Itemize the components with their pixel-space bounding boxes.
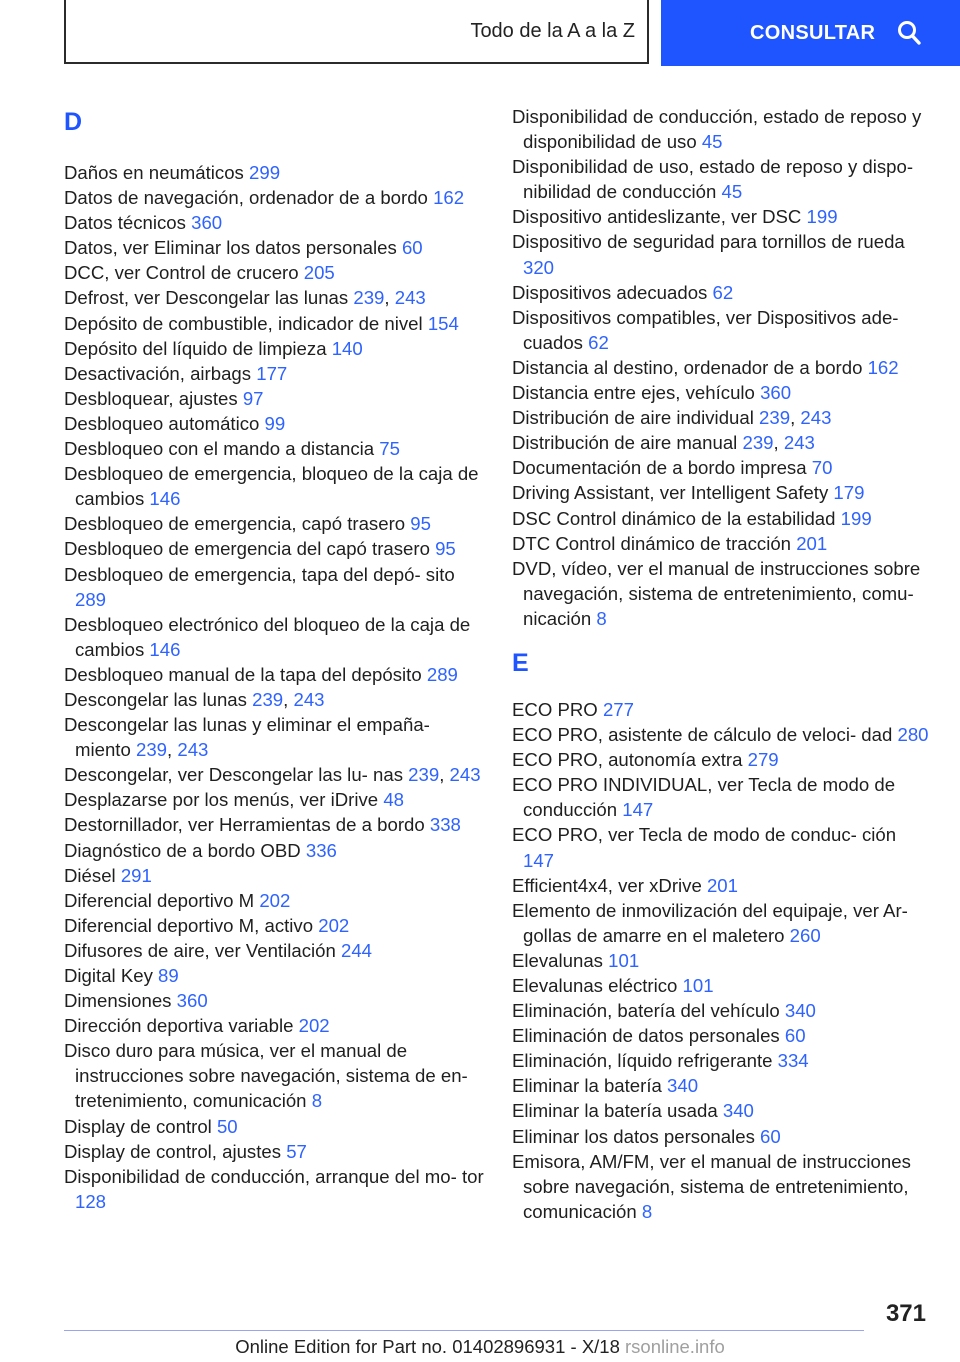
page-link[interactable]: 201: [706, 874, 738, 896]
page-link[interactable]: 48: [383, 789, 405, 811]
index-entry: Distribución de aire manual 239, 243: [512, 432, 815, 454]
page-link[interactable]: 260: [789, 924, 821, 946]
index-entry-text: Desbloqueo de emergencia, bloqueo de la caja de cambios: [64, 463, 479, 510]
index-entry: [512, 747, 932, 772]
page-link[interactable]: 243: [293, 688, 325, 710]
index-entry-text: Dispositivo de seguridad para tornillos de rueda: [512, 231, 905, 253]
index-entry-text: Desbloqueo con el mando a distancia: [64, 438, 375, 460]
page-link[interactable]: 147: [523, 849, 555, 871]
page-link[interactable]: 62: [712, 281, 734, 303]
index-entry-text: Elevalunas: [512, 949, 603, 971]
page-link[interactable]: 8: [641, 1200, 653, 1222]
index-entry-text: Eliminación, líquido refrigerante: [512, 1050, 773, 1072]
index-entry: [512, 998, 932, 1023]
index-entry: [512, 104, 932, 154]
index-entry-text: Efficient4x4, ver xDrive: [512, 874, 702, 896]
index-entry-text: Desbloqueo automático: [64, 412, 260, 434]
page-link[interactable]: 75: [379, 438, 400, 460]
index-entries-d-continued: [512, 104, 932, 631]
index-entry-text: Elevalunas eléctrico: [512, 975, 678, 996]
page-link[interactable]: 50: [216, 1115, 238, 1137]
index-entry: [64, 260, 484, 285]
index-entry: [512, 873, 932, 898]
index-entry: [64, 1013, 484, 1038]
index-entry-text: Diferencial deportivo M, activo: [64, 914, 314, 936]
index-entry: Distribución de aire individual 239, 243: [512, 407, 832, 429]
index-entry-text: ECO PRO, asistente de cálculo de veloci‐ dad: [512, 724, 893, 746]
index-entry: [64, 436, 484, 461]
index-entry-text: Eliminar la batería: [512, 1075, 662, 1097]
page-link[interactable]: 338: [429, 814, 461, 836]
index-entry: [64, 913, 484, 938]
index-entries-d: [64, 160, 484, 1214]
page-link[interactable]: 62: [588, 331, 609, 353]
page-number: 371: [885, 1300, 926, 1327]
index-entry-text: DVD, vídeo, ver el manual de instrucciones sobre navegación, sistema de entretenimiento, comu‐ nicación: [512, 557, 921, 629]
index-entry: [64, 1038, 484, 1113]
page-link[interactable]: 140: [331, 337, 363, 359]
page-link[interactable]: 60: [401, 237, 423, 259]
footer: [0, 1336, 960, 1358]
page-link[interactable]: 239: [742, 432, 774, 454]
index-entry-text: Depósito del líquido de limpieza: [64, 337, 327, 359]
page-link[interactable]: 128: [75, 1190, 107, 1212]
page-link[interactable]: 244: [341, 939, 373, 961]
index-entry: Defrost, ver Descongelar las lunas 239, 243: [64, 287, 426, 309]
index-entry-text: Desbloqueo de emergencia del capó trasero: [64, 538, 430, 560]
page-link[interactable]: 146: [149, 638, 181, 660]
index-entry: [512, 948, 932, 973]
page-link[interactable]: 243: [783, 432, 815, 454]
page-link[interactable]: 243: [449, 764, 481, 786]
page-link[interactable]: 70: [811, 457, 833, 479]
page-link[interactable]: 95: [435, 538, 456, 560]
page-link[interactable]: 289: [426, 663, 458, 685]
page-link[interactable]: 154: [427, 312, 459, 334]
index-entry: [64, 336, 484, 361]
index-entry-text: Display de control: [64, 1115, 212, 1137]
index-entry: Descongelar las lunas 239, 243: [64, 688, 325, 710]
page-link[interactable]: 239: [408, 764, 440, 786]
index-entry: [64, 988, 484, 1013]
index-entry-text: Diésel: [64, 864, 116, 886]
index-entry-text: Descongelar las lunas: [64, 688, 247, 710]
page-link[interactable]: 177: [256, 362, 288, 384]
index-entry: [64, 838, 484, 863]
index-entry-text: Dispositivos compatibles, ver Dispositivos ade‐ cuados: [512, 306, 899, 353]
footer-edition-text: Online Edition for Part no. 01402896931 - X/18: [235, 1336, 620, 1357]
index-entry-text: Desbloqueo de emergencia, capó trasero: [64, 513, 406, 535]
index-entry-text: ECO PRO, ver Tecla de modo de conduc‐ ción: [512, 824, 897, 846]
index-entry-text: Desactivación, airbags: [64, 362, 252, 384]
index-entry: [512, 822, 932, 872]
index-entry: [64, 210, 484, 235]
section-letter-d: D: [64, 108, 83, 136]
index-entry: [64, 612, 484, 662]
page-link[interactable]: 289: [75, 588, 107, 610]
page-link[interactable]: 199: [806, 206, 838, 228]
index-entry-text: Difusores de aire, ver Ventilación: [64, 939, 336, 961]
index-entry: [64, 888, 484, 913]
index-entry: [64, 411, 484, 436]
index-entry: [512, 280, 932, 305]
top-navigation: [0, 0, 960, 66]
index-entry: [64, 536, 484, 561]
index-entry-text: Dispositivo antideslizante, ver DSC: [512, 206, 802, 228]
index-entry-text: Distribución de aire individual: [512, 407, 754, 429]
index-entry-text: Datos, ver Eliminar los datos personales: [64, 237, 397, 259]
index-entry-text: DSC Control dinámico de la estabilidad: [512, 507, 836, 529]
index-entry: [512, 772, 932, 822]
index-entry-text: DCC, ver Control de crucero: [64, 262, 299, 284]
index-entry-text: Descongelar, ver Descongelar las lu‐ nas: [64, 764, 403, 786]
index-entry: [512, 556, 932, 631]
index-entry-text: Distancia al destino, ordenador de a bordo: [512, 356, 863, 378]
page-link[interactable]: 202: [298, 1015, 330, 1037]
index-entry: [512, 973, 932, 998]
index-entries-e: [512, 697, 932, 1224]
index-entry-text: Eliminación, batería del vehículo: [512, 1000, 780, 1022]
index-entry: [512, 455, 932, 480]
index-entry: [512, 480, 932, 505]
page-link[interactable]: 147: [622, 799, 654, 821]
index-entry: [512, 380, 932, 405]
index-entry-text: Eliminación de datos personales: [512, 1025, 780, 1047]
page-link[interactable]: 179: [833, 482, 865, 504]
index-entry-text: Distancia entre ejes, vehículo: [512, 382, 755, 404]
index-entry-text: Desplazarse por los menús, ver iDrive: [64, 789, 379, 811]
index-entry-text: Diferencial deportivo M: [64, 889, 255, 911]
page-link[interactable]: 101: [682, 975, 714, 996]
index-entry: [512, 506, 932, 531]
page-link[interactable]: 146: [149, 488, 181, 510]
page-link[interactable]: 202: [318, 914, 350, 936]
index-entry-text: Eliminar la batería usada: [512, 1100, 718, 1122]
page-link[interactable]: 45: [721, 181, 743, 203]
index-entry-text: Display de control, ajustes: [64, 1140, 282, 1162]
index-entry-text: Distribución de aire manual: [512, 432, 738, 454]
consultar-button[interactable]: [661, 0, 960, 66]
index-entry: Descongelar las lunas y eliminar el empaña‐ miento 239, 243: [64, 714, 430, 761]
index-entry: [512, 204, 932, 229]
index-entry: [512, 229, 932, 279]
page-link[interactable]: 57: [286, 1140, 307, 1162]
index-entry: [64, 311, 484, 336]
page-link[interactable]: 340: [784, 1000, 816, 1022]
index-entry: [64, 185, 484, 210]
index-entry: [512, 154, 932, 204]
index-entry: [512, 305, 932, 355]
index-entry: [64, 1164, 484, 1214]
index-entry: [64, 235, 484, 260]
index-entry: [512, 1048, 932, 1073]
page-link[interactable]: 205: [303, 262, 335, 284]
index-entry-text: Dimensiones: [64, 990, 172, 1012]
index-entry: [64, 863, 484, 888]
index-entry: [64, 461, 484, 511]
index-entry-text: Disco duro para música, ver el manual de instrucciones sobre navegación, sistema de en‐ tretenimiento, comunicación: [64, 1040, 468, 1112]
index-entry-text: Eliminar los datos personales: [512, 1125, 755, 1147]
page-link[interactable]: 360: [191, 212, 223, 234]
page-link[interactable]: 162: [867, 356, 899, 378]
index-entry: [64, 787, 484, 812]
index-entry-text: Desbloquear, ajustes: [64, 387, 238, 409]
index-entry-text: Desbloqueo manual de la tapa del depósito: [64, 663, 422, 685]
index-entry: [512, 1124, 932, 1149]
page-link[interactable]: 299: [249, 162, 281, 183]
index-entry: [512, 531, 932, 556]
index-column-left: [64, 104, 484, 1214]
index-entry: [64, 511, 484, 536]
index-entry-text: Dispositivos adecuados: [512, 281, 708, 303]
index-entry-text: DTC Control dinámico de tracción: [512, 532, 792, 554]
index-entry-text: Desbloqueo electrónico del bloqueo de la caja de cambios: [64, 613, 471, 660]
page-link[interactable]: 162: [433, 187, 465, 209]
page-link[interactable]: 8: [596, 607, 607, 629]
page-link[interactable]: 243: [177, 739, 209, 761]
index-entry-text: Daños en neumáticos: [64, 162, 244, 183]
index-entry-text: Destornillador, ver Herramientas de a bordo: [64, 814, 425, 836]
tab-a-to-z-label: Todo de la A a la Z: [470, 19, 635, 42]
index-entry: [64, 963, 484, 988]
index-entry: [64, 160, 484, 185]
index-entry: [512, 697, 932, 722]
page-link[interactable]: 239: [252, 688, 284, 710]
page-link[interactable]: 340: [722, 1100, 754, 1122]
page-link[interactable]: 201: [796, 532, 828, 554]
page-link[interactable]: 101: [608, 949, 640, 971]
page-link[interactable]: 360: [176, 990, 208, 1012]
page-link[interactable]: 60: [784, 1025, 806, 1047]
page-link[interactable]: 280: [897, 724, 929, 746]
index-entry-text: Digital Key: [64, 965, 153, 986]
consultar-label: CONSULTAR: [750, 21, 876, 44]
index-entry: [512, 722, 932, 747]
section-letter-e: E: [512, 648, 529, 677]
page-link[interactable]: 199: [840, 507, 872, 529]
search-icon: [897, 20, 921, 46]
index-entry-text: Datos técnicos: [64, 212, 186, 234]
page-link[interactable]: 340: [667, 1075, 699, 1097]
index-entry: [512, 1149, 932, 1224]
index-entry: [512, 1073, 932, 1098]
page-link[interactable]: 202: [259, 889, 291, 911]
index-entry: [64, 361, 484, 386]
page-link[interactable]: 8: [311, 1090, 323, 1112]
footer-watermark: rsonline.info: [625, 1336, 725, 1357]
page-link[interactable]: 277: [602, 698, 634, 720]
tab-a-to-z[interactable]: [64, 0, 649, 64]
index-entry-text: ECO PRO INDIVIDUAL, ver Tecla de modo de conducción: [512, 774, 896, 821]
page-link[interactable]: 97: [242, 387, 264, 409]
page-link[interactable]: 360: [760, 382, 792, 404]
index-entry: [64, 1139, 484, 1164]
footer-divider: [64, 1330, 864, 1331]
index-entry: [64, 562, 484, 612]
index-entry: [64, 662, 484, 687]
index-entry: [512, 898, 932, 948]
index-entry: [512, 1098, 932, 1123]
index-entry-text: Emisora, AM/FM, ver el manual de instrucciones sobre navegación, sistema de entretenimiento, comunicación: [512, 1150, 911, 1222]
page-link[interactable]: 45: [701, 131, 723, 153]
page-link[interactable]: 60: [760, 1125, 781, 1147]
page-link[interactable]: 336: [305, 839, 337, 861]
index-entry-text: Depósito de combustible, indicador de nivel: [64, 312, 423, 334]
page-link[interactable]: 239: [353, 287, 385, 309]
index-entry-text: Diagnóstico de a bordo OBD: [64, 839, 301, 861]
index-entry: [64, 386, 484, 411]
page-link[interactable]: 334: [777, 1050, 809, 1072]
index-entry-text: Desbloqueo de emergencia, tapa del depó‐ sito: [64, 563, 455, 585]
page-link[interactable]: 95: [410, 513, 431, 535]
index-entry-text: Descongelar las lunas y eliminar el empaña‐ miento: [64, 714, 430, 761]
page-link[interactable]: 243: [800, 407, 832, 429]
index-entry: [512, 355, 932, 380]
page-link[interactable]: 99: [264, 412, 286, 434]
index-entry-text: Documentación de a bordo impresa: [512, 457, 807, 479]
index-entry: [64, 812, 484, 837]
page-link[interactable]: 239: [759, 407, 791, 429]
page-link[interactable]: 89: [158, 965, 179, 986]
index-entry-text: Driving Assistant, ver Intelligent Safety: [512, 482, 829, 504]
index-column-right: [512, 104, 932, 1224]
index-entry-text: Disponibilidad de conducción, arranque del mo‐ tor: [64, 1165, 484, 1187]
index-entry: [64, 938, 484, 963]
index-entry: [64, 1114, 484, 1139]
index-entry-text: Datos de navegación, ordenador de a bordo: [64, 187, 428, 209]
index-entry: Descongelar, ver Descongelar las lu‐ nas 239, 243: [64, 764, 481, 786]
index-entry-text: ECO PRO, autonomía extra: [512, 749, 743, 771]
index-entry-text: Defrost, ver Descongelar las lunas: [64, 287, 349, 309]
page-link[interactable]: 239: [135, 739, 168, 761]
page-link[interactable]: 243: [394, 287, 426, 309]
index-entry-text: Disponibilidad de conducción, estado de reposo y disponibilidad de uso: [512, 106, 922, 153]
index-entry-text: ECO PRO: [512, 698, 598, 720]
page-link[interactable]: 291: [120, 864, 152, 886]
page-link[interactable]: 320: [523, 256, 555, 278]
page-link[interactable]: 279: [747, 749, 779, 771]
index-entry-text: Elemento de inmovilización del equipaje, ver Ar‐ gollas de amarre en el maletero: [512, 899, 908, 946]
index-entry: [512, 1023, 932, 1048]
index-entry-text: Disponibilidad de uso, estado de reposo y dispo‐ nibilidad de conducción: [512, 156, 914, 203]
index-entry-text: Dirección deportiva variable: [64, 1015, 294, 1037]
